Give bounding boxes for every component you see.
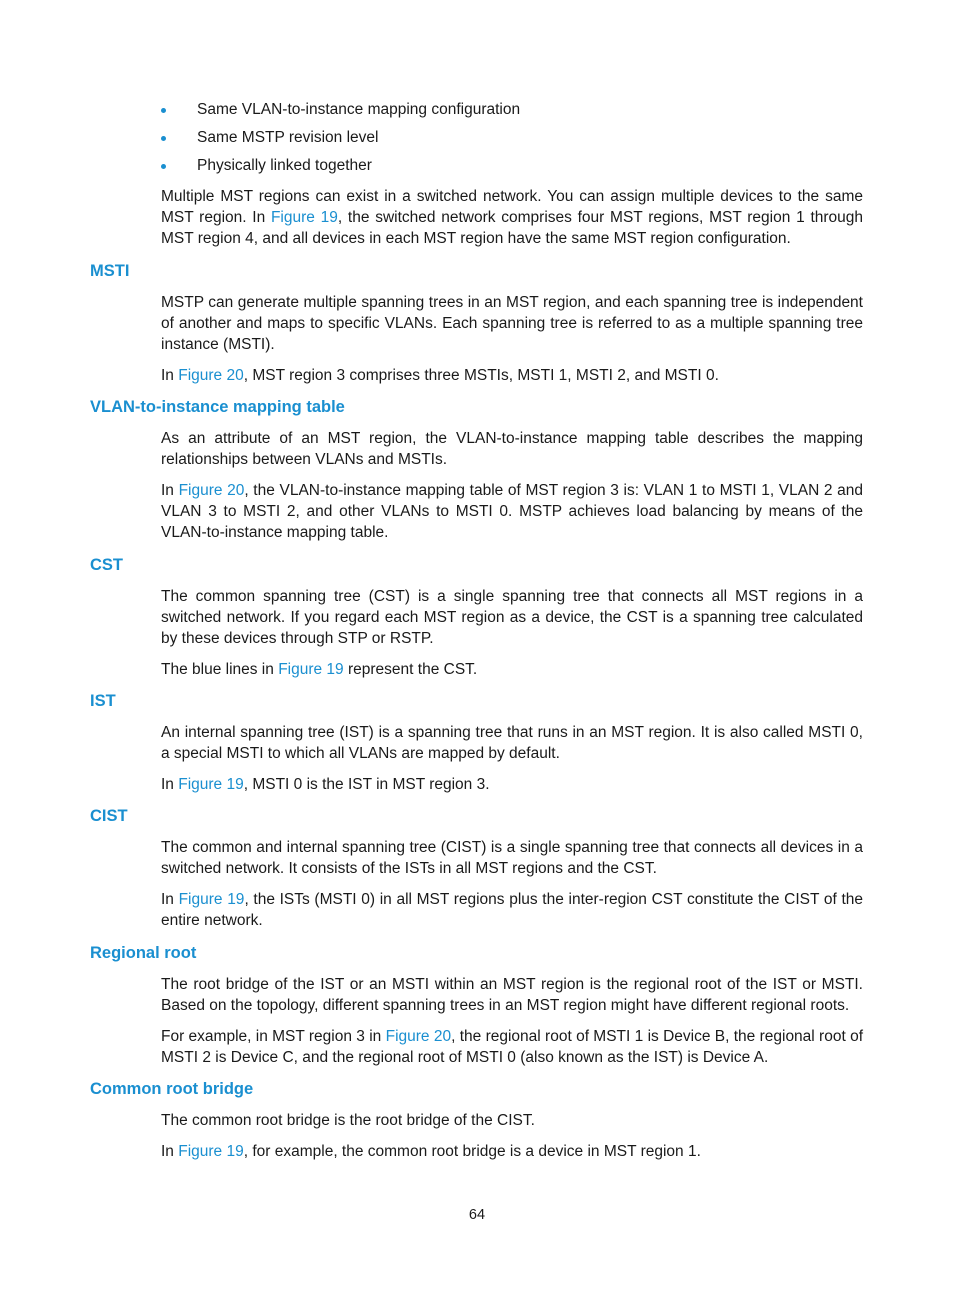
section-heading-cst: CST [90, 556, 123, 574]
common-root-paragraph: The common root bridge is the root bridge of the CIST. [161, 1112, 535, 1129]
regional-root-paragraph: The root bridge of the IST or an MSTI within an MST region is the regional root of the IST or MSTI. Based on the topology, different spanning trees in an MST region might have different regional roots. [161, 976, 863, 1014]
vlan-table-figure-paragraph: In Figure 20, the VLAN-to-instance mapping table of MST region 3 is: VLAN 1 to MSTI 1, VLAN 2 and VLAN 3 to MSTI 2, and other VLANs to MSTI 0. MSTP achieves load balancing by means of the VLAN-to-instance mapping table. [161, 482, 864, 541]
common-root-figure-paragraph: In Figure 19, for example, the common root bridge is a device in MST region 1. [161, 1143, 701, 1160]
msti-paragraph: MSTP can generate multiple spanning trees in an MST region, and each spanning tree is independent of another and maps to specific VLANs. Each spanning tree is referred to as a multiple spanning tree instance (MSTI). [161, 294, 863, 353]
bullet-icon [161, 108, 166, 113]
section-heading-regional-root: Regional root [90, 944, 197, 962]
section-heading-common-root: Common root bridge [90, 1080, 254, 1098]
figure-link[interactable]: Figure 19 [270, 209, 338, 226]
list-item: Same VLAN-to-instance mapping configuration [161, 99, 520, 127]
figure-link[interactable]: Figure 19 [178, 891, 245, 908]
bullet-icon [161, 164, 166, 169]
figure-link[interactable]: Figure 20 [178, 482, 245, 499]
ist-figure-paragraph: In Figure 19, MSTI 0 is the IST in MST region 3. [161, 776, 490, 793]
section-heading-cist: CIST [90, 807, 128, 825]
figure-link[interactable]: Figure 19 [278, 661, 344, 678]
cist-paragraph: The common and internal spanning tree (CIST) is a single spanning tree that connects all devices in a switched network. It consists of the ISTs in all MST regions and the CST. [161, 839, 863, 877]
ist-paragraph: An internal spanning tree (IST) is a spanning tree that runs in an MST region. It is also called MSTI 0, a special MSTI to which all VLANs are mapped by default. [161, 724, 863, 762]
figure-link[interactable]: Figure 20 [385, 1028, 452, 1045]
section-heading-msti: MSTI [90, 262, 130, 280]
section-heading-ist: IST [90, 692, 116, 710]
figure-link[interactable]: Figure 20 [178, 367, 244, 384]
section-heading-vlan-table: VLAN-to-instance mapping table [90, 398, 345, 416]
cst-paragraph: The common spanning tree (CST) is a single spanning tree that connects all MST regions in a switched network. If you regard each MST region as a device, the CST is a spanning tree calculated by these devices through STP or RSTP. [161, 588, 863, 647]
list-item: Same MSTP revision level [161, 127, 520, 155]
requirements-list [161, 99, 520, 183]
vlan-table-paragraph: As an attribute of an MST region, the VLAN-to-instance mapping table describes the mapping relationships between VLANs and MSTIs. [161, 430, 863, 468]
bullet-icon [161, 136, 166, 141]
page-number: 64 [468, 1207, 486, 1223]
intro-paragraph: Multiple MST regions can exist in a switched network. You can assign multiple devices to the same MST region. In Figure 19, the switched network comprises four MST regions, MST region 1 through MST region 4, and all devices in each MST region have the same MST region configuration. [161, 188, 864, 247]
figure-link[interactable]: Figure 19 [178, 1143, 244, 1160]
list-item: Physically linked together [161, 155, 520, 183]
regional-root-figure-paragraph: For example, in MST region 3 in Figure 20, the regional root of MSTI 1 is Device B, the regional root of MSTI 2 is Device C, and the regional root of MSTI 0 (also known as the IST) is Device A. [161, 1028, 864, 1066]
figure-link[interactable]: Figure 19 [178, 776, 244, 793]
cist-figure-paragraph: In Figure 19, the ISTs (MSTI 0) in all MST regions plus the inter-region CST constitute the CIST of the entire network. [161, 891, 864, 929]
msti-figure-paragraph: In Figure 20, MST region 3 comprises three MSTIs, MSTI 1, MSTI 2, and MSTI 0. [161, 367, 719, 384]
cst-figure-paragraph: The blue lines in Figure 19 represent the CST. [161, 661, 478, 678]
